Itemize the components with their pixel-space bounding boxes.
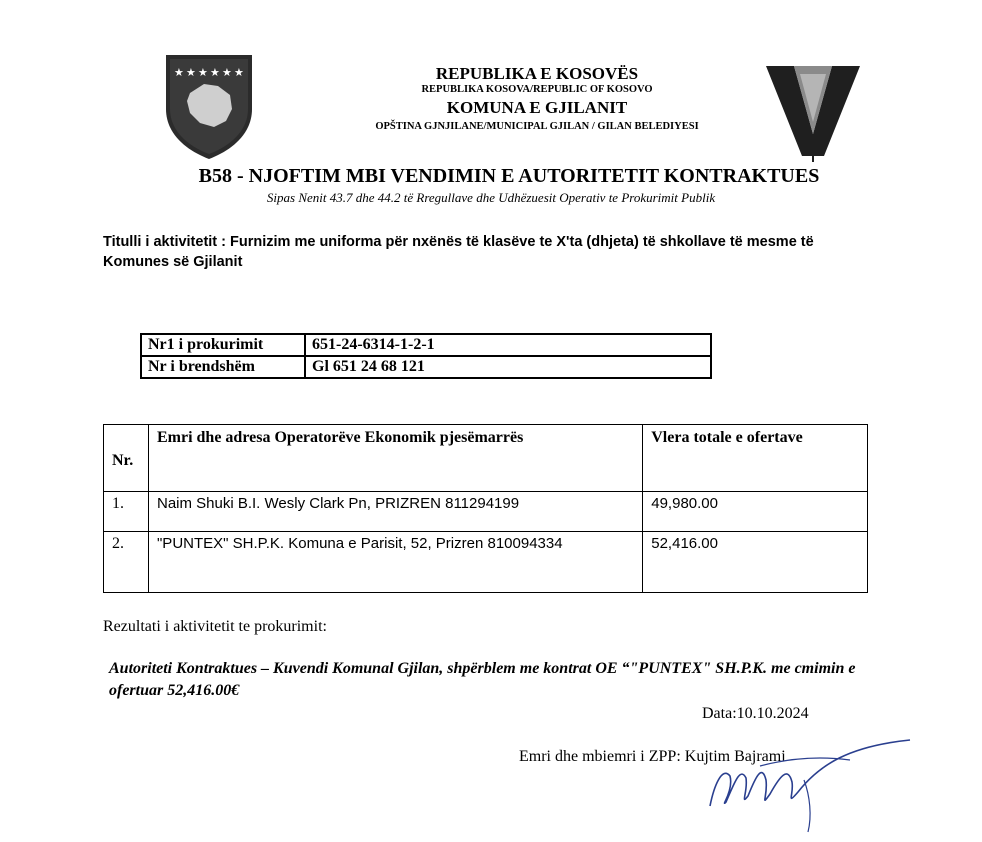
svg-text:★: ★: [198, 66, 208, 79]
column-header-operator: Emri dhe adresa Operatorëve Ekonomik pjesëmarrës: [148, 425, 642, 492]
bid-operator: "PUNTEX" SH.P.K. Komuna e Parisit, 52, Prizren 810094334: [148, 532, 642, 593]
svg-text:★: ★: [234, 66, 244, 79]
reference-label: Nr i brendshëm: [141, 356, 305, 378]
document-subtitle: Sipas Nenit 43.7 dhe 44.2 të Rregullave dhe Udhëzuesit Operativ te Prokurimit Publik: [266, 190, 716, 205]
handwritten-signature: [700, 736, 915, 836]
reference-label: Nr1 i prokurimit: [141, 334, 305, 356]
zpp-name: Emri dhe mbiemri i ZPP: Kujtim Bajrami: [519, 748, 786, 765]
reference-row: [141, 356, 711, 378]
result-text: Autoriteti Kontraktues – Kuvendi Komunal Gjilan, shpërblem me kontrat OE “"PUNTEX" SH.P.K. me cmimin e ofertuar 52,416.00€: [109, 660, 856, 699]
svg-text:★: ★: [210, 66, 220, 79]
activity-title: Titulli i aktivitetit : Furnizim me uniforma për nxënës të klasëve te X'ta (dhjeta) të shkollave të mesme të Komunes së Gjilanit: [103, 234, 814, 270]
svg-text:★: ★: [186, 66, 196, 79]
column-header-value: Vlera totale e ofertave: [643, 425, 868, 492]
table-row: [104, 532, 868, 593]
bid-nr: 2.: [104, 532, 149, 593]
header-municipality: KOMUNA E GJILANIT: [446, 98, 628, 117]
reference-value: 651-24-6314-1-2-1: [305, 334, 711, 356]
procurement-reference-table: [140, 333, 712, 379]
column-header-nr: Nr.: [104, 425, 149, 492]
header-republic-translations: REPUBLIKA KOSOVA/REPUBLIC OF KOSOVO: [421, 84, 653, 95]
bid-operator: Naim Shuki B.I. Wesly Clark Pn, PRIZREN 811294199: [148, 492, 642, 532]
table-row: [104, 492, 868, 532]
bids-table: [103, 424, 868, 593]
bid-value: 49,980.00: [643, 492, 868, 532]
svg-text:★: ★: [222, 66, 232, 79]
header-municipality-translations: OPŠTINA GJNJILANE/MUNICIPAL GJILAN / GILAN BELEDIYESI: [375, 121, 699, 132]
result-label: Rezultati i aktivitetit te prokurimit:: [103, 618, 327, 635]
bids-header-row: [104, 425, 868, 492]
svg-text:★: ★: [174, 66, 184, 79]
bid-nr: 1.: [104, 492, 149, 532]
document-date: Data:10.10.2024: [702, 705, 809, 722]
bid-value: 52,416.00: [643, 532, 868, 593]
reference-value: Gl 651 24 68 121: [305, 356, 711, 378]
header-republic: REPUBLIKA E KOSOVËS: [435, 64, 639, 83]
document-title: B58 - NJOFTIM MBI VENDIMIN E AUTORITETIT KONTRAKTUES: [198, 165, 820, 187]
reference-row: [141, 334, 711, 356]
